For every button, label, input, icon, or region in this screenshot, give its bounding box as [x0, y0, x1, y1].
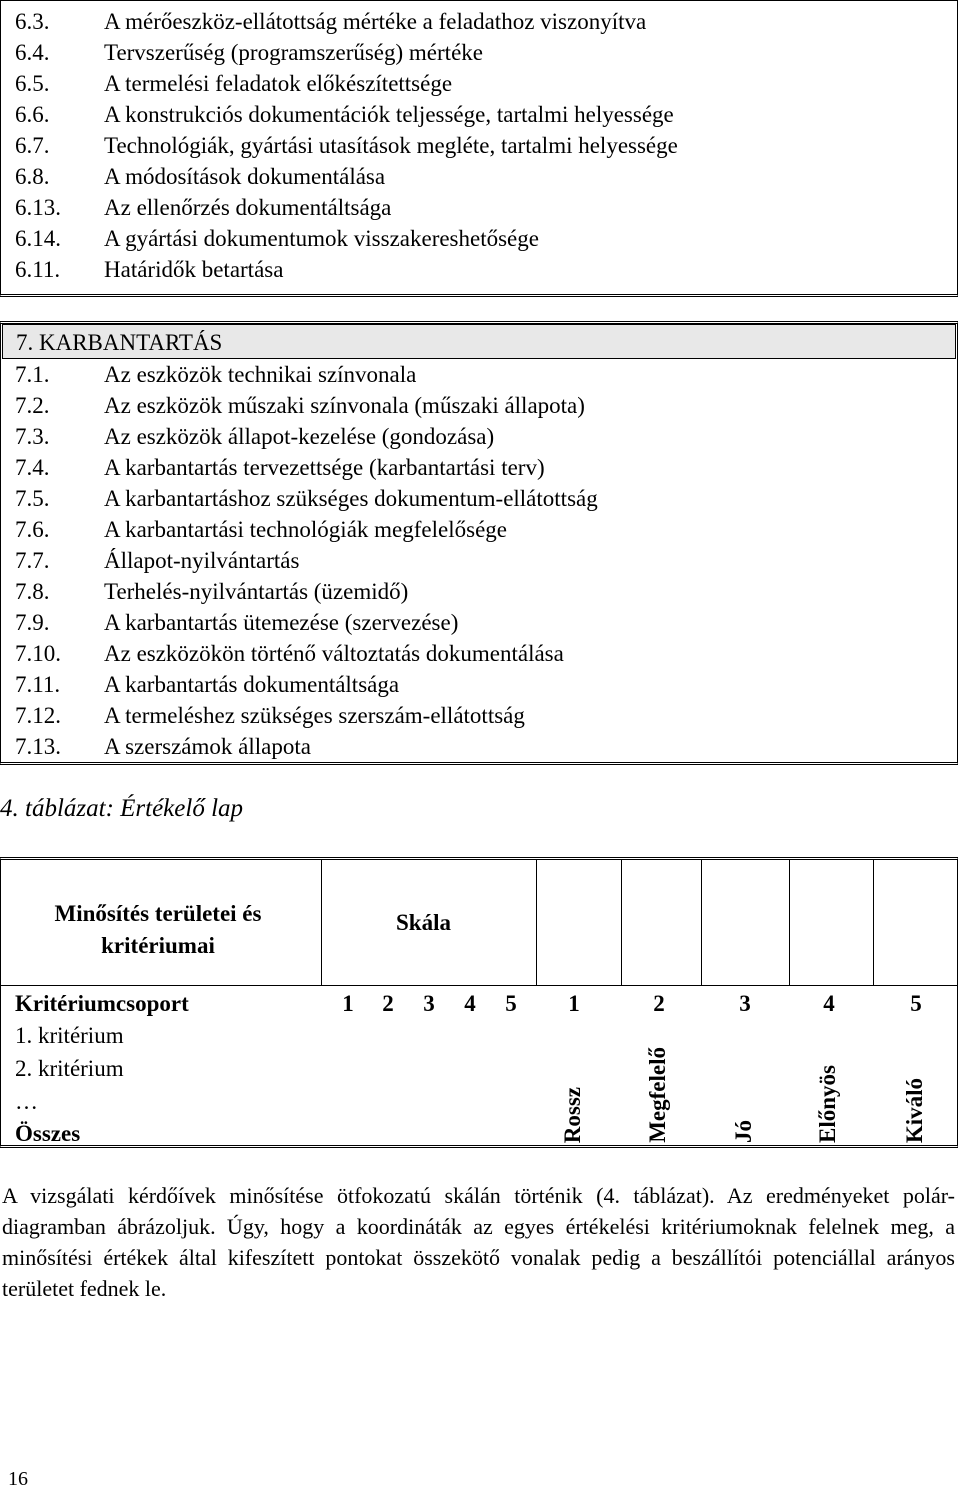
item-label: A karbantartás ütemezése (szervezése) [104, 610, 459, 635]
item-number: 6.7. [15, 133, 50, 158]
item-label: A karbantartáshoz szükséges dokumentum-ellátottság [104, 486, 598, 511]
scale-value: 5 [505, 991, 517, 1016]
scale-value: 3 [423, 991, 435, 1016]
item-number: 7.1. [15, 362, 50, 387]
item-number: 7.6. [15, 517, 50, 542]
scale-value: 2 [382, 991, 394, 1016]
list-item [1, 68, 957, 99]
scale-value: 4 [464, 991, 476, 1016]
item-label: A gyártási dokumentumok visszakereshetősége [104, 226, 539, 251]
column-divider [536, 860, 537, 986]
item-number: 7.8. [15, 579, 50, 604]
item-number: 7.7. [15, 548, 50, 573]
list-item [1, 192, 957, 223]
list-item [1, 607, 957, 638]
group-label: Kritériumcsoport [15, 991, 189, 1016]
item-number: 7.3. [15, 424, 50, 449]
list-item [1, 731, 957, 762]
item-number: 6.11. [15, 257, 61, 282]
item-label: A konstrukciós dokumentációk teljessége, tartalmi helyessége [104, 102, 674, 127]
column-divider [321, 860, 322, 986]
table-row-total: Összes [15, 1121, 81, 1146]
item-label: Technológiák, gyártási utasítások megléte, tartalmi helyessége [104, 133, 678, 158]
list-item [1, 37, 957, 68]
item-number: 6.6. [15, 102, 50, 127]
evaluation-table [0, 857, 958, 1148]
item-label: A karbantartás tervezettsége (karbantartási terv) [104, 455, 545, 480]
item-label: A módosítások dokumentálása [104, 164, 386, 189]
table-row: 1. kritérium [15, 1023, 124, 1048]
item-number: 7.5. [15, 486, 50, 511]
item-number: 7.13. [15, 734, 61, 759]
column-divider [621, 860, 622, 986]
item-number: 6.14. [15, 226, 61, 251]
list-item [1, 254, 957, 285]
item-number: 6.8. [15, 164, 50, 189]
item-label: A mérőeszköz-ellátottság mértéke a feladathoz viszonyítva [104, 9, 647, 34]
item-number: 6.3. [15, 9, 50, 34]
list-item [1, 700, 957, 731]
item-label: A termeléshez szükséges szerszám-ellátottság [104, 703, 525, 728]
item-number: 6.13. [15, 195, 61, 220]
item-number: 7.12. [15, 703, 61, 728]
list-item [1, 359, 957, 390]
list-item [1, 545, 957, 576]
table-row: 2. kritérium [15, 1056, 124, 1081]
rating-header: Megfelelő [645, 1047, 670, 1143]
section-6-list [0, 0, 958, 297]
scale-value: 1 [342, 991, 354, 1016]
item-label: Állapot-nyilvántartás [104, 548, 300, 573]
item-label: Határidők betartása [104, 257, 284, 282]
scale-value: 4 [823, 991, 835, 1016]
list-item [1, 452, 957, 483]
item-number: 6.5. [15, 71, 50, 96]
rating-header: Rossz [560, 1086, 585, 1143]
list-item [1, 6, 957, 37]
item-number: 7.4. [15, 455, 50, 480]
section-title: 7. KARBANTARTÁS [2, 324, 956, 359]
item-number: 7.11. [15, 672, 61, 697]
item-label: A karbantartási technológiák megfelelősége [104, 517, 507, 542]
item-label: A termelési feladatok előkészítettsége [104, 71, 453, 96]
item-label: A karbantartás dokumentáltsága [104, 672, 400, 697]
list-item [1, 223, 957, 254]
section-7-list [0, 321, 958, 765]
list-item [1, 390, 957, 421]
list-item [1, 638, 957, 669]
column-divider [789, 860, 790, 986]
list-item [1, 161, 957, 192]
item-label: Az eszközökön történő változtatás dokumentálása [104, 641, 564, 666]
item-number: 7.2. [15, 393, 50, 418]
header-divider [1, 985, 957, 986]
list-item [1, 421, 957, 452]
item-label: A szerszámok állapota [104, 734, 311, 759]
item-label: Tervszerűség (programszerűség) mértéke [104, 40, 483, 65]
body-paragraph: A vizsgálati kérdőívek minősítése ötfokozatú skálán történik (4. táblázat). Az eredményeket polár- diagramban ábrázoljuk. Úgy, hogy a koordináták az egyes értékelési kritériumoknak felelnek meg, a minősítési értékek által kifeszített pontokat összekötő vonalak pedig a beszállítói potenciállal arányos területet fednek le. [2, 1183, 955, 1301]
table-row: … [15, 1089, 38, 1114]
column-divider [873, 860, 874, 986]
list-item [1, 130, 957, 161]
header-criteria: Minősítés területei és kritériumai [54, 901, 262, 958]
page-number: 16 [8, 1468, 28, 1490]
list-item [1, 99, 957, 130]
scale-value: 1 [568, 991, 580, 1016]
header-scale: Skála [396, 910, 451, 935]
list-item [1, 669, 957, 700]
item-label: Az ellenőrzés dokumentáltsága [104, 195, 392, 220]
scale-value: 3 [739, 991, 751, 1016]
scale-value: 2 [653, 991, 665, 1016]
item-number: 7.10. [15, 641, 61, 666]
item-label: Az eszközök állapot-kezelése (gondozása) [104, 424, 495, 449]
rating-header: Kiváló [902, 1077, 927, 1143]
table-caption: 4. táblázat: Értékelő lap [0, 795, 244, 822]
list-item [1, 576, 957, 607]
column-divider [701, 860, 702, 986]
item-number: 7.9. [15, 610, 50, 635]
list-item [1, 483, 957, 514]
rating-header: Jó [731, 1120, 756, 1143]
item-number: 6.4. [15, 40, 50, 65]
item-label: Az eszközök technikai színvonala [104, 362, 417, 387]
scale-value: 5 [910, 991, 922, 1016]
list-item [1, 514, 957, 545]
item-label: Terhelés-nyilvántartás (üzemidő) [104, 579, 409, 604]
rating-header: Előnyös [815, 1065, 840, 1143]
item-label: Az eszközök műszaki színvonala (műszaki állapota) [104, 393, 585, 418]
